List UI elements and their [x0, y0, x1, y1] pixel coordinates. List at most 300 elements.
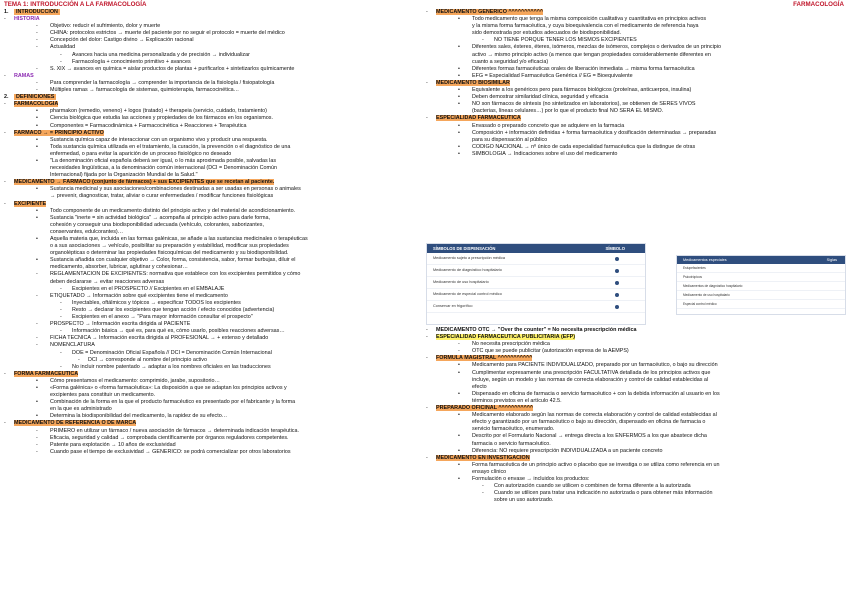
note-line	[426, 94, 844, 101]
note-line	[4, 257, 414, 264]
note-line	[426, 80, 844, 87]
note-line	[4, 371, 414, 378]
note-line	[426, 377, 844, 384]
note-line	[4, 286, 414, 293]
table-row	[427, 265, 645, 277]
bullet-marker: •	[458, 447, 460, 454]
note-line	[426, 490, 844, 497]
note-text: Resto → declarar los excipientes que tengan acción / efecto conocidos (advertencia)	[72, 306, 275, 313]
bullet-marker: -	[36, 37, 38, 44]
note-line	[4, 229, 414, 236]
note-line	[4, 250, 414, 257]
note-line	[426, 433, 844, 440]
note-text: Medicamento para PACIENTE INDIVIDUALIZADO, preparado por un farmacéutico, o bajo su dirección	[472, 362, 718, 369]
note-line	[4, 123, 414, 130]
section-title: DEFINICIONES	[16, 94, 55, 101]
note-text: términos previstos en el artículo 42.5.	[472, 397, 562, 404]
note-line	[4, 364, 414, 371]
note-text: pharmakon (remedio, veneno) + logos (tratado) + therapeia (servicio, cuidado, tratamiento)	[50, 108, 267, 115]
note-text: PREPARADO OFICINAL ^^^^^^^^^^^	[436, 405, 534, 412]
note-line	[4, 378, 414, 385]
note-text: Ciencia biológica que estudia las acciones y propiedades de los fármacos en los organismos.	[50, 115, 273, 122]
bullet-marker: -	[36, 448, 38, 455]
bullet-marker: -	[426, 9, 428, 15]
note-line	[4, 420, 414, 427]
note-line	[426, 327, 844, 334]
note-line	[4, 385, 414, 392]
bullet-marker: •	[458, 122, 460, 129]
bullet-marker: -	[4, 179, 6, 186]
bullet-marker: -	[426, 115, 428, 122]
symbol-icon	[615, 293, 619, 297]
bullet-marker: •	[36, 115, 38, 122]
section-heading	[4, 94, 414, 101]
note-line	[4, 208, 414, 215]
bullet-marker: •	[458, 150, 460, 157]
bullet-marker: •	[458, 16, 460, 23]
note-line	[4, 73, 414, 80]
note-text: activo → mismo principio activo (a menos que tengan propiedades considerablemente diferentes en	[472, 51, 711, 58]
note-text: NO son fármacos de síntesis (no sintetizados en laboratorios), se obtienen de SERES VIVOS	[472, 101, 696, 108]
dispensation-symbols-figure	[426, 243, 846, 325]
note-text: Descrito por el Formulario Nacional → entrega directa a los ENFERMOS a los que abastece dicha	[472, 433, 707, 440]
note-text: cohesión y conseguir una biodisponibilidad adecuada (vehículo, colorantes, saborizantes,	[50, 221, 264, 228]
bullet-marker: •	[36, 157, 38, 164]
bullet-marker: -	[482, 37, 484, 44]
note-line	[426, 455, 844, 462]
note-text: PROSPECTO → Información escrita dirigida al PACIENTE	[50, 321, 191, 328]
note-text: MEDICAMENTO OTC → "Over the counter" = No necesita prescripción médica	[436, 327, 637, 333]
special-medicines-table	[676, 255, 846, 315]
note-line	[426, 23, 844, 30]
note-line	[4, 30, 414, 37]
bullet-marker: -	[426, 79, 428, 86]
bullet-marker: -	[36, 271, 38, 278]
note-line	[4, 271, 414, 278]
note-text: Información básica → qué es, para qué es, cómo usarlo, posibles reacciones adversas…	[72, 328, 285, 335]
bullet-marker: •	[36, 214, 38, 221]
special-table-header	[677, 256, 845, 264]
bullet-marker: •	[458, 362, 460, 369]
note-text: SIMBOLOGÍA → Indicaciones sobre el uso del medicamento	[472, 150, 618, 157]
bullet-marker: -	[60, 314, 62, 321]
table-cell: Medicamento de uso hospitalario	[683, 293, 730, 297]
note-text: ETIQUETADO → Información sobre qué excipientes tiene el medicamento	[50, 292, 228, 299]
note-line	[426, 341, 844, 348]
note-line	[426, 462, 844, 469]
note-text: y la misma forma farmacéutica, y cuya bioequivalencia con el medicamento de referencia haya	[472, 23, 699, 30]
note-line	[426, 37, 844, 44]
bullet-marker: -	[36, 30, 38, 37]
note-line	[426, 130, 844, 137]
left-content	[4, 9, 414, 456]
bullet-marker: -	[36, 44, 38, 51]
table-cell: Medicamento de especial control médico	[433, 292, 502, 296]
note-text: MEDICAMENTO BIOSIMILAR	[436, 79, 510, 86]
note-line	[4, 158, 414, 165]
section-number: 1.	[4, 9, 9, 15]
note-line	[4, 222, 414, 229]
table-row	[427, 289, 645, 301]
note-line	[426, 362, 844, 369]
bullet-marker: •	[458, 87, 460, 94]
table-row	[427, 301, 645, 313]
table-row	[677, 291, 845, 300]
note-text: farmacia o servicio farmacéutico.	[472, 440, 551, 447]
note-text: o a sus asociaciones → vehículo, posibilitar su preparación y estabilidad, modificar sus propiedades	[50, 243, 289, 250]
note-text: Farmacología + conocimiento primitivo + avances	[72, 58, 191, 65]
note-text: OTC que se puede publicitar (autorización expresa de la AEMPS)	[472, 348, 629, 355]
bullet-marker: -	[426, 334, 428, 341]
note-line	[4, 328, 414, 335]
note-line	[426, 44, 844, 51]
bullet-marker: •	[458, 390, 460, 397]
note-line	[4, 279, 414, 286]
note-text: Forma farmacéutica de un principio activo o placebo que se investiga o se utiliza como referencia en un	[472, 461, 720, 468]
note-text: ensayo clínico	[472, 468, 507, 475]
note-line	[4, 186, 414, 193]
page-title-right: FARMACOLOGÍA	[793, 1, 844, 8]
note-text: Avances hacia una medicina personalizada y de precisión → individualizar	[72, 51, 250, 58]
note-line	[426, 16, 844, 23]
note-line	[4, 321, 414, 328]
note-line	[426, 384, 844, 391]
note-line	[4, 264, 414, 271]
table-row	[677, 273, 845, 282]
note-line	[4, 151, 414, 158]
note-line	[4, 80, 414, 87]
bullet-marker: -	[60, 285, 62, 292]
note-line	[426, 30, 844, 37]
bullet-marker: -	[36, 441, 38, 448]
note-text: → prevenir, diagnosticar, tratar, aliviar o curar enfermedades / modificar funciones fisiológicas	[50, 193, 274, 200]
note-text: Sustancia medicinal y sus asociaciones/combinaciones destinadas a ser usadas en personas o animales	[50, 186, 301, 193]
note-text: efecto	[472, 383, 487, 390]
note-line	[4, 52, 414, 59]
note-line	[426, 391, 844, 398]
note-text: FICHA TÉCNICA → Información escrita dirigida al PROFESIONAL → + extenso y detallado	[50, 335, 269, 342]
note-text: FÓRMULA MAGISTRAL ^^^^^^^^^^^	[436, 355, 533, 362]
note-text: Diferentes sales, ésteres, éteres, isómeros, mezclas de isómeros, complejos o derivados de un principio	[472, 44, 721, 51]
note-text: excipientes para constituir un medicamento.	[50, 392, 156, 399]
note-line	[426, 476, 844, 483]
note-line	[426, 355, 844, 362]
note-text: Internacional) fijada por la Organización Mundial de la Salud."	[50, 172, 198, 179]
bullet-marker: -	[458, 348, 460, 355]
bullet-marker: -	[36, 342, 38, 349]
note-text: Con autorización cuando se utilicen o combinen de forma diferente a la autorizada	[494, 483, 691, 490]
note-line	[426, 9, 844, 16]
bullet-marker: •	[458, 129, 460, 136]
note-text: No incluir nombre patentado → adaptar a los nombres oficiales en las traducciones	[72, 363, 271, 370]
note-text: sido demostrada por estudios adecuados de biodisponibilidad.	[472, 30, 621, 37]
note-text: (bacterias, líneas celulares…) por lo que el producto final NO SERÁ EL MISMO.	[472, 108, 664, 115]
bullet-marker: -	[60, 58, 62, 65]
note-text: Excipientes en el anexo → "Para mayor información consultar el prospecto"	[72, 314, 253, 321]
note-text: organolépticas o determinar las propiedades fisicoquímicas del medicamento y su biodisponibilidad.	[50, 250, 289, 257]
note-line	[426, 87, 844, 94]
note-text: sobre un uso autorizado.	[494, 497, 554, 504]
right-column	[426, 0, 844, 158]
bullet-marker: •	[36, 413, 38, 420]
note-text: Equivalente a los genéricos pero para fármacos biológicos (proteínas, anticuerpos, insulina)	[472, 87, 692, 94]
symbol-icon	[615, 305, 619, 309]
note-text: DCI → corresponde al nombre del principio activo	[88, 356, 207, 363]
bullet-marker: -	[36, 321, 38, 328]
table-cell: Conservar en frigorífico	[433, 304, 473, 308]
special-table-rows	[677, 264, 845, 309]
note-text: Sustancia química capaz de interaccionar con un organismo vivo y producir una respuesta.	[50, 136, 268, 143]
note-line	[4, 23, 414, 30]
right-content-bottom	[426, 327, 844, 504]
note-text: MEDICAMENTO DE REFERENCIA O DE MARCA	[14, 420, 137, 427]
bullet-marker: -	[426, 454, 428, 461]
table-row	[677, 300, 845, 309]
note-line	[4, 406, 414, 413]
note-line	[426, 115, 844, 122]
symbol-icon	[615, 269, 619, 273]
note-line	[4, 300, 414, 307]
note-text: deben declararse → evitar reacciones adversas	[50, 278, 165, 285]
note-text: RAMAS	[14, 72, 34, 79]
note-text: Envasado o preparado concreto que se adquiere en la farmacia	[472, 122, 625, 129]
bullet-marker: -	[78, 356, 80, 363]
symbols-table-rows	[427, 253, 645, 313]
note-text: EFG = Especialidad Farmacéutica Genérica // EG = Bioequivalente	[472, 72, 633, 79]
symbols-table-header	[427, 244, 645, 253]
right-content-top	[426, 9, 844, 158]
note-text: Combinación de la forma en la que el producto farmacéutico es presentado por el fabricante y la forma	[50, 399, 296, 406]
bullet-marker: -	[4, 370, 6, 377]
note-line	[4, 215, 414, 222]
note-line	[426, 441, 844, 448]
table-cell: Medicamento de uso hospitalario	[433, 280, 489, 284]
note-line	[4, 87, 414, 94]
bullet-marker: -	[426, 327, 428, 333]
note-text: PRIMERO en utilizar un fármaco / nueva asociación de fármacos → determinada indicación terapéutica.	[50, 427, 299, 434]
note-text: Excipientes en el PROSPECTO // Excipientes en el EMBALAJE	[72, 285, 225, 292]
note-text: Deben demostrar similaridad clínica, seguridad y eficacia	[472, 94, 609, 101]
note-line	[4, 115, 414, 122]
note-line	[4, 399, 414, 406]
bullet-marker: •	[36, 108, 38, 115]
bullet-marker: •	[36, 122, 38, 129]
note-line	[4, 335, 414, 342]
bullet-marker: •	[458, 461, 460, 468]
note-text: Objetivo: reducir el sufrimiento, dolor y muerte	[50, 23, 161, 30]
special-table-header-right: Siglas	[826, 258, 837, 262]
note-line	[4, 307, 414, 314]
note-text: CHINA: protocolos estrictos → muerte del paciente por no seguir el protocolo = muerte del médico	[50, 30, 285, 37]
note-text: EXCIPIENTE	[14, 200, 47, 207]
note-text: Componentes = Farmacodinámica + Farmacocinética + Reacciones + Terapéutica	[50, 122, 247, 129]
table-cell: Estupefacientes	[683, 266, 706, 270]
note-text: medicamento, absorber, lubricar, aglutinar y cohesionar…	[50, 264, 188, 271]
bullet-marker: -	[36, 23, 38, 30]
table-cell: Medicamento de diagnóstico hospitalario	[433, 268, 502, 272]
bullet-marker: •	[36, 257, 38, 264]
note-text: Todo medicamento que tenga la misma composición cualitativa y cuantitativa en principios activos	[472, 16, 707, 23]
right-content-bottom-wrap	[426, 327, 844, 504]
note-line	[4, 101, 414, 108]
bullet-marker: -	[4, 129, 6, 136]
note-text: conservantes, edulcorantes)…	[50, 228, 124, 235]
note-text: Sustancia "inerte = sin actividad biológica" → acompaña al principio activo para darle forma,	[50, 214, 271, 221]
bullet-marker: -	[60, 51, 62, 58]
table-row	[427, 277, 645, 289]
bullet-marker: •	[36, 186, 38, 193]
note-text: Toda sustancia química utilizada en el tratamiento, la curación, la prevención o el diagnóstico de una	[50, 143, 291, 150]
note-line	[426, 469, 844, 476]
bullet-marker: -	[4, 72, 6, 79]
note-text: DOE = Denominación Oficial Española // DCI = Denominación Común Internacional	[72, 349, 272, 356]
note-line	[4, 413, 414, 420]
note-text: REGLAMENTACIÓN DE EXCIPIENTES: normativa que establece con los excipientes permitidos y cómo	[50, 271, 301, 278]
note-line	[4, 350, 414, 357]
note-line	[4, 243, 414, 250]
bullet-marker: -	[36, 65, 38, 72]
note-text: Formulación o envase → incluidos los productos:	[472, 475, 590, 482]
table-cell: Psicotrópicos	[683, 275, 702, 279]
note-text: Cómo presentamos el medicamento: comprimido, jarabe, supositorio…	[50, 377, 220, 384]
note-text: MEDICAMENTO GENÉRICO ^^^^^^^^^^^	[436, 9, 544, 15]
bullet-marker: •	[36, 384, 38, 391]
note-text: HISTORIA	[14, 16, 40, 23]
note-line	[426, 52, 844, 59]
symbols-table-header-right: SÍMBOLO	[605, 246, 625, 251]
note-text: FARMACOLOGÍA	[14, 101, 59, 108]
bullet-marker: •	[36, 399, 38, 406]
note-line	[426, 73, 844, 80]
bullet-marker: -	[4, 16, 6, 23]
note-line	[426, 108, 844, 115]
symbol-icon	[615, 257, 619, 261]
bullet-marker: -	[426, 405, 428, 412]
note-line	[426, 144, 844, 151]
note-text: MEDICAMENTO EN INVESTIGACIÓN	[436, 454, 530, 461]
bullet-marker: •	[458, 44, 460, 51]
note-text: Aquella materia que, incluida en las formas galénicas, se añade a las sustancias medicinales o terapéuticas	[50, 236, 308, 242]
note-text: CÓDIGO NACIONAL → nº único de cada especialidad farmacéutica que la distingue de otras	[472, 143, 696, 150]
note-text: Patente para explotación → 10 años de exclusividad	[50, 441, 176, 448]
section-number: 2.	[4, 94, 9, 101]
note-text: enfermedad, o para evitar la aparición de un proceso fisiológico no deseado	[50, 150, 232, 157]
note-text: MEDICAMENTO → FÁRMACO (conjunto de fármacos) + sus EXCIPIENTES que se recetan al paciente.	[14, 179, 275, 186]
note-line	[426, 419, 844, 426]
note-line	[4, 108, 414, 115]
bullet-marker: -	[60, 299, 62, 306]
table-cell: Especial control médico	[683, 302, 717, 306]
note-text: «Forma galénica» o «forma farmacéutica»: La disposición a que se adaptan los principios activos y	[50, 384, 287, 391]
note-line	[426, 348, 844, 355]
bullet-marker: -	[36, 335, 38, 342]
note-text: incluye, según un modelo y las normas de correcta elaboración y control de calidad establecidas al	[472, 376, 709, 383]
note-line	[4, 44, 414, 51]
note-text: necesidades lingüísticas, a la denominación común internacional (DCI = Denominación Común	[50, 165, 277, 172]
note-text: NOMENCLATURA	[50, 342, 95, 349]
bullet-marker: -	[60, 328, 62, 335]
note-text: Para comprender la farmacología → comprender la importancia de la fisiología / fisiopatología	[50, 79, 275, 86]
table-row	[427, 253, 645, 265]
bullet-marker: •	[458, 72, 460, 79]
note-text: para su dispensación al público	[472, 136, 548, 143]
note-line	[4, 193, 414, 200]
note-text: Dispensado en oficina de farmacia o servicio farmacéutico + con la debida información al usuario en los	[472, 390, 720, 397]
note-line	[4, 66, 414, 73]
note-text: Diferentes formas farmacéuticas orales de liberación inmediata → misma forma farmacéutica	[472, 65, 695, 72]
bullet-marker: -	[482, 490, 484, 497]
symbols-table	[426, 243, 646, 325]
table-cell: Medicamento sujeto a prescripción médica	[433, 256, 505, 260]
bullet-marker: •	[458, 475, 460, 482]
section-title: INTRODUCCIÓN	[16, 9, 58, 15]
note-line	[4, 172, 414, 179]
note-line	[426, 398, 844, 405]
bullet-marker: •	[458, 143, 460, 150]
bullet-marker: -	[4, 101, 6, 108]
note-line	[4, 435, 414, 442]
note-line	[4, 314, 414, 321]
note-line	[4, 130, 414, 137]
table-row	[677, 282, 845, 291]
note-text: Diferencia: NO requiere prescripción INDIVIDUALIZADA a un paciente concreto	[472, 447, 663, 454]
note-line	[426, 137, 844, 144]
bullet-marker: -	[36, 79, 38, 86]
note-text: Concepción del dolor: Castigo divino → Explicación racional	[50, 37, 194, 44]
note-text: Sustancia añadida con cualquier objetivo → Color, forma, consistencia, sabor, formar burbujas, diluir el	[50, 257, 296, 264]
note-line	[4, 37, 414, 44]
note-line	[426, 59, 844, 66]
special-table-header-label: Medicamentos especiales	[683, 258, 727, 262]
note-line	[4, 137, 414, 144]
note-line	[426, 66, 844, 73]
bullet-marker: -	[60, 306, 62, 313]
note-line	[426, 151, 844, 158]
bullet-marker: •	[36, 207, 38, 214]
note-text: servicio farmacéutico, enumerado.	[472, 426, 555, 433]
bullet-marker: -	[482, 483, 484, 490]
note-line	[4, 342, 414, 349]
note-text: cuanto a seguridad y/o eficacia)	[472, 58, 549, 65]
bullet-marker: •	[458, 101, 460, 108]
bullet-marker: •	[458, 94, 460, 101]
note-line	[4, 201, 414, 208]
bullet-marker: -	[36, 427, 38, 434]
bullet-marker: -	[4, 200, 6, 207]
note-line	[426, 370, 844, 377]
table-row	[677, 264, 845, 273]
note-text: Eficacia, seguridad y calidad → comprobada científicamente por órganos reguladores competentes.	[50, 434, 289, 441]
bullet-marker: -	[36, 434, 38, 441]
note-text: "La denominación oficial española deberá ser igual, o lo más aproximada posible, salvadas las	[50, 157, 277, 164]
table-cell: Medicamentos de diagnóstico hospitalario	[683, 284, 743, 288]
note-line	[426, 412, 844, 419]
note-line	[426, 101, 844, 108]
note-line	[4, 392, 414, 399]
symbol-icon	[615, 281, 619, 285]
note-line	[4, 449, 414, 456]
note-line	[426, 448, 844, 455]
bullet-marker: -	[36, 87, 38, 94]
note-text: Composición + información definidas + forma farmacéutica y dosificación determinadas → preparadas	[472, 129, 717, 136]
bullet-marker: -	[458, 341, 460, 348]
bullet-marker: •	[36, 136, 38, 143]
note-line	[4, 442, 414, 449]
note-line	[4, 144, 414, 151]
bullet-marker: -	[60, 349, 62, 356]
bullet-marker: -	[60, 363, 62, 370]
note-text: Actualidad	[50, 44, 76, 51]
